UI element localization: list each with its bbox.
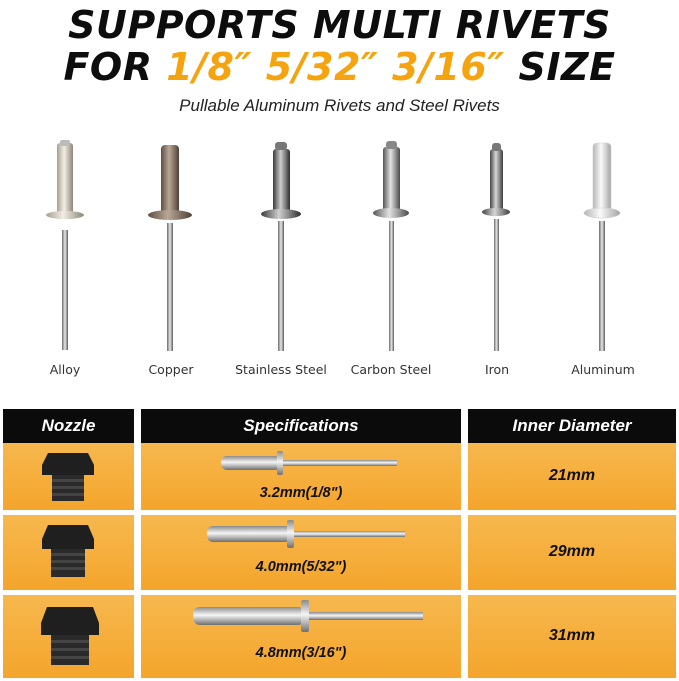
rivet-copper bbox=[148, 145, 192, 351]
spec-cell-1 bbox=[141, 443, 461, 510]
inner-diameter-1: 21mm bbox=[548, 467, 596, 484]
rivet-label-alloy: Alloy bbox=[49, 362, 81, 377]
spec-text-2: 4.0mm(5/32") bbox=[255, 559, 347, 575]
headline-prefix: FOR bbox=[63, 45, 153, 89]
headline-suffix: SIZE bbox=[518, 45, 616, 89]
rivet-label-copper: Copper bbox=[148, 362, 194, 377]
rivet-alloy bbox=[46, 140, 84, 350]
rivet-spec-icon-1 bbox=[217, 449, 401, 477]
nozzle-cell-2 bbox=[3, 515, 134, 590]
rivet-spec-icon-3 bbox=[189, 599, 427, 633]
rivet-lineup bbox=[0, 135, 679, 360]
rivet-label-stainless-steel: Stainless Steel bbox=[235, 362, 327, 377]
rivet-carbon-steel bbox=[373, 141, 409, 351]
nozzle-icon bbox=[38, 521, 98, 583]
rivet-spec-icon-2 bbox=[203, 519, 409, 549]
inner-diameter-3: 31mm bbox=[548, 627, 596, 644]
size-1-8: 1/8″ bbox=[166, 45, 252, 89]
spec-text-3: 4.8mm(3/16") bbox=[255, 645, 347, 661]
header-specifications: Specifications bbox=[141, 409, 461, 443]
spec-cell-3 bbox=[141, 595, 461, 678]
inner-cell-2 bbox=[468, 515, 676, 590]
rivet-label-iron: Iron bbox=[484, 362, 510, 377]
rivet-label-aluminum: Aluminum bbox=[571, 362, 635, 377]
header-inner-diameter: Inner Diameter bbox=[468, 409, 676, 443]
nozzle-icon bbox=[39, 603, 101, 671]
subtitle: Pullable Aluminum Rivets and Steel Rivets bbox=[179, 96, 500, 115]
headline-line-1: SUPPORTS MULTI RIVETS bbox=[68, 3, 611, 47]
headline-line-2 bbox=[0, 46, 679, 88]
rivet-label-carbon-steel: Carbon Steel bbox=[350, 362, 432, 377]
rivet-iron bbox=[482, 143, 510, 351]
nozzle-cell-3 bbox=[3, 595, 134, 678]
spec-text-1: 3.2mm(1/8") bbox=[259, 485, 343, 501]
inner-cell-1 bbox=[468, 443, 676, 510]
rivet-aluminum bbox=[584, 143, 620, 351]
spec-cell-2 bbox=[141, 515, 461, 590]
inner-diameter-2: 29mm bbox=[548, 543, 596, 560]
header-nozzle: Nozzle bbox=[3, 409, 134, 443]
inner-cell-3 bbox=[468, 595, 676, 678]
size-5-32: 5/32″ bbox=[265, 45, 379, 89]
size-3-16: 3/16″ bbox=[392, 45, 505, 89]
rivet-stainless-steel bbox=[261, 142, 301, 351]
nozzle-cell-1 bbox=[3, 443, 134, 510]
nozzle-icon bbox=[40, 449, 96, 505]
